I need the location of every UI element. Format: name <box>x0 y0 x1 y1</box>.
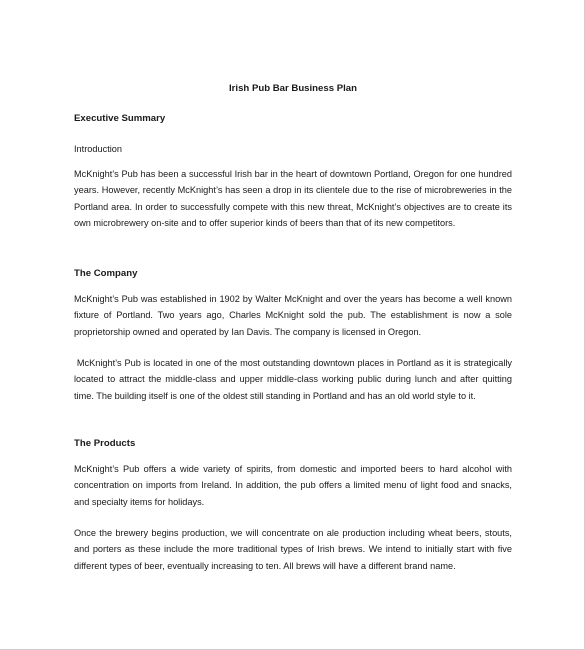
paragraph-company-location: McKnight’s Pub is located in one of the most outstanding downtown places in Portland as it is strategically located to attract the middle-class and upper middle-class working public during lunch and after quitting time. The building itself is one of the oldest still standing in Portland and has an old world style to it. <box>74 358 515 401</box>
section-heading-executive-summary: Executive Summary <box>74 113 166 124</box>
paragraph-products-offer: McKnight’s Pub offers a wide variety of spirits, from domestic and imported beers to hard alcohol with concentration on imports from Ireland. In addition, the pub offers a limited menu of light food and snacks, and specialty items for holidays. <box>74 464 512 507</box>
paragraph-brewery-production: Once the brewery begins production, we will concentrate on ale production including wheat beers, stouts, and porters as these include the more traditional types of Irish brews. We intend to initially start with five different types of beer, eventually increasing to ten. All brews will have a different brand name. <box>74 528 512 571</box>
section-heading-the-products: The Products <box>74 438 136 449</box>
subheading-introduction: Introduction <box>74 144 123 154</box>
paragraph-introduction: McKnight’s Pub has been a successful Irish bar in the heart of downtown Portland, Oregon for one hundred years. However, recently McKnight’s has seen a drop in its clientele due to the rise of microbreweries in the Portland area. In order to successfully compete with this new threat, McKnight’s objectives are to create its own microbrewery on-site and to offer superior kinds of beers than that of its new competitors. <box>74 169 512 229</box>
section-heading-the-company: The Company <box>74 268 138 279</box>
paragraph-company-history: McKnight’s Pub was established in 1902 by Walter McKnight and over the years has become a well known fixture of Portland. Two years ago, Charles McKnight sold the pub. The establishment is now a sole proprietorship owned and operated by Ian Davis. The company is licensed in Oregon. <box>74 294 512 337</box>
document-title: Irish Pub Bar Business Plan <box>229 83 357 94</box>
